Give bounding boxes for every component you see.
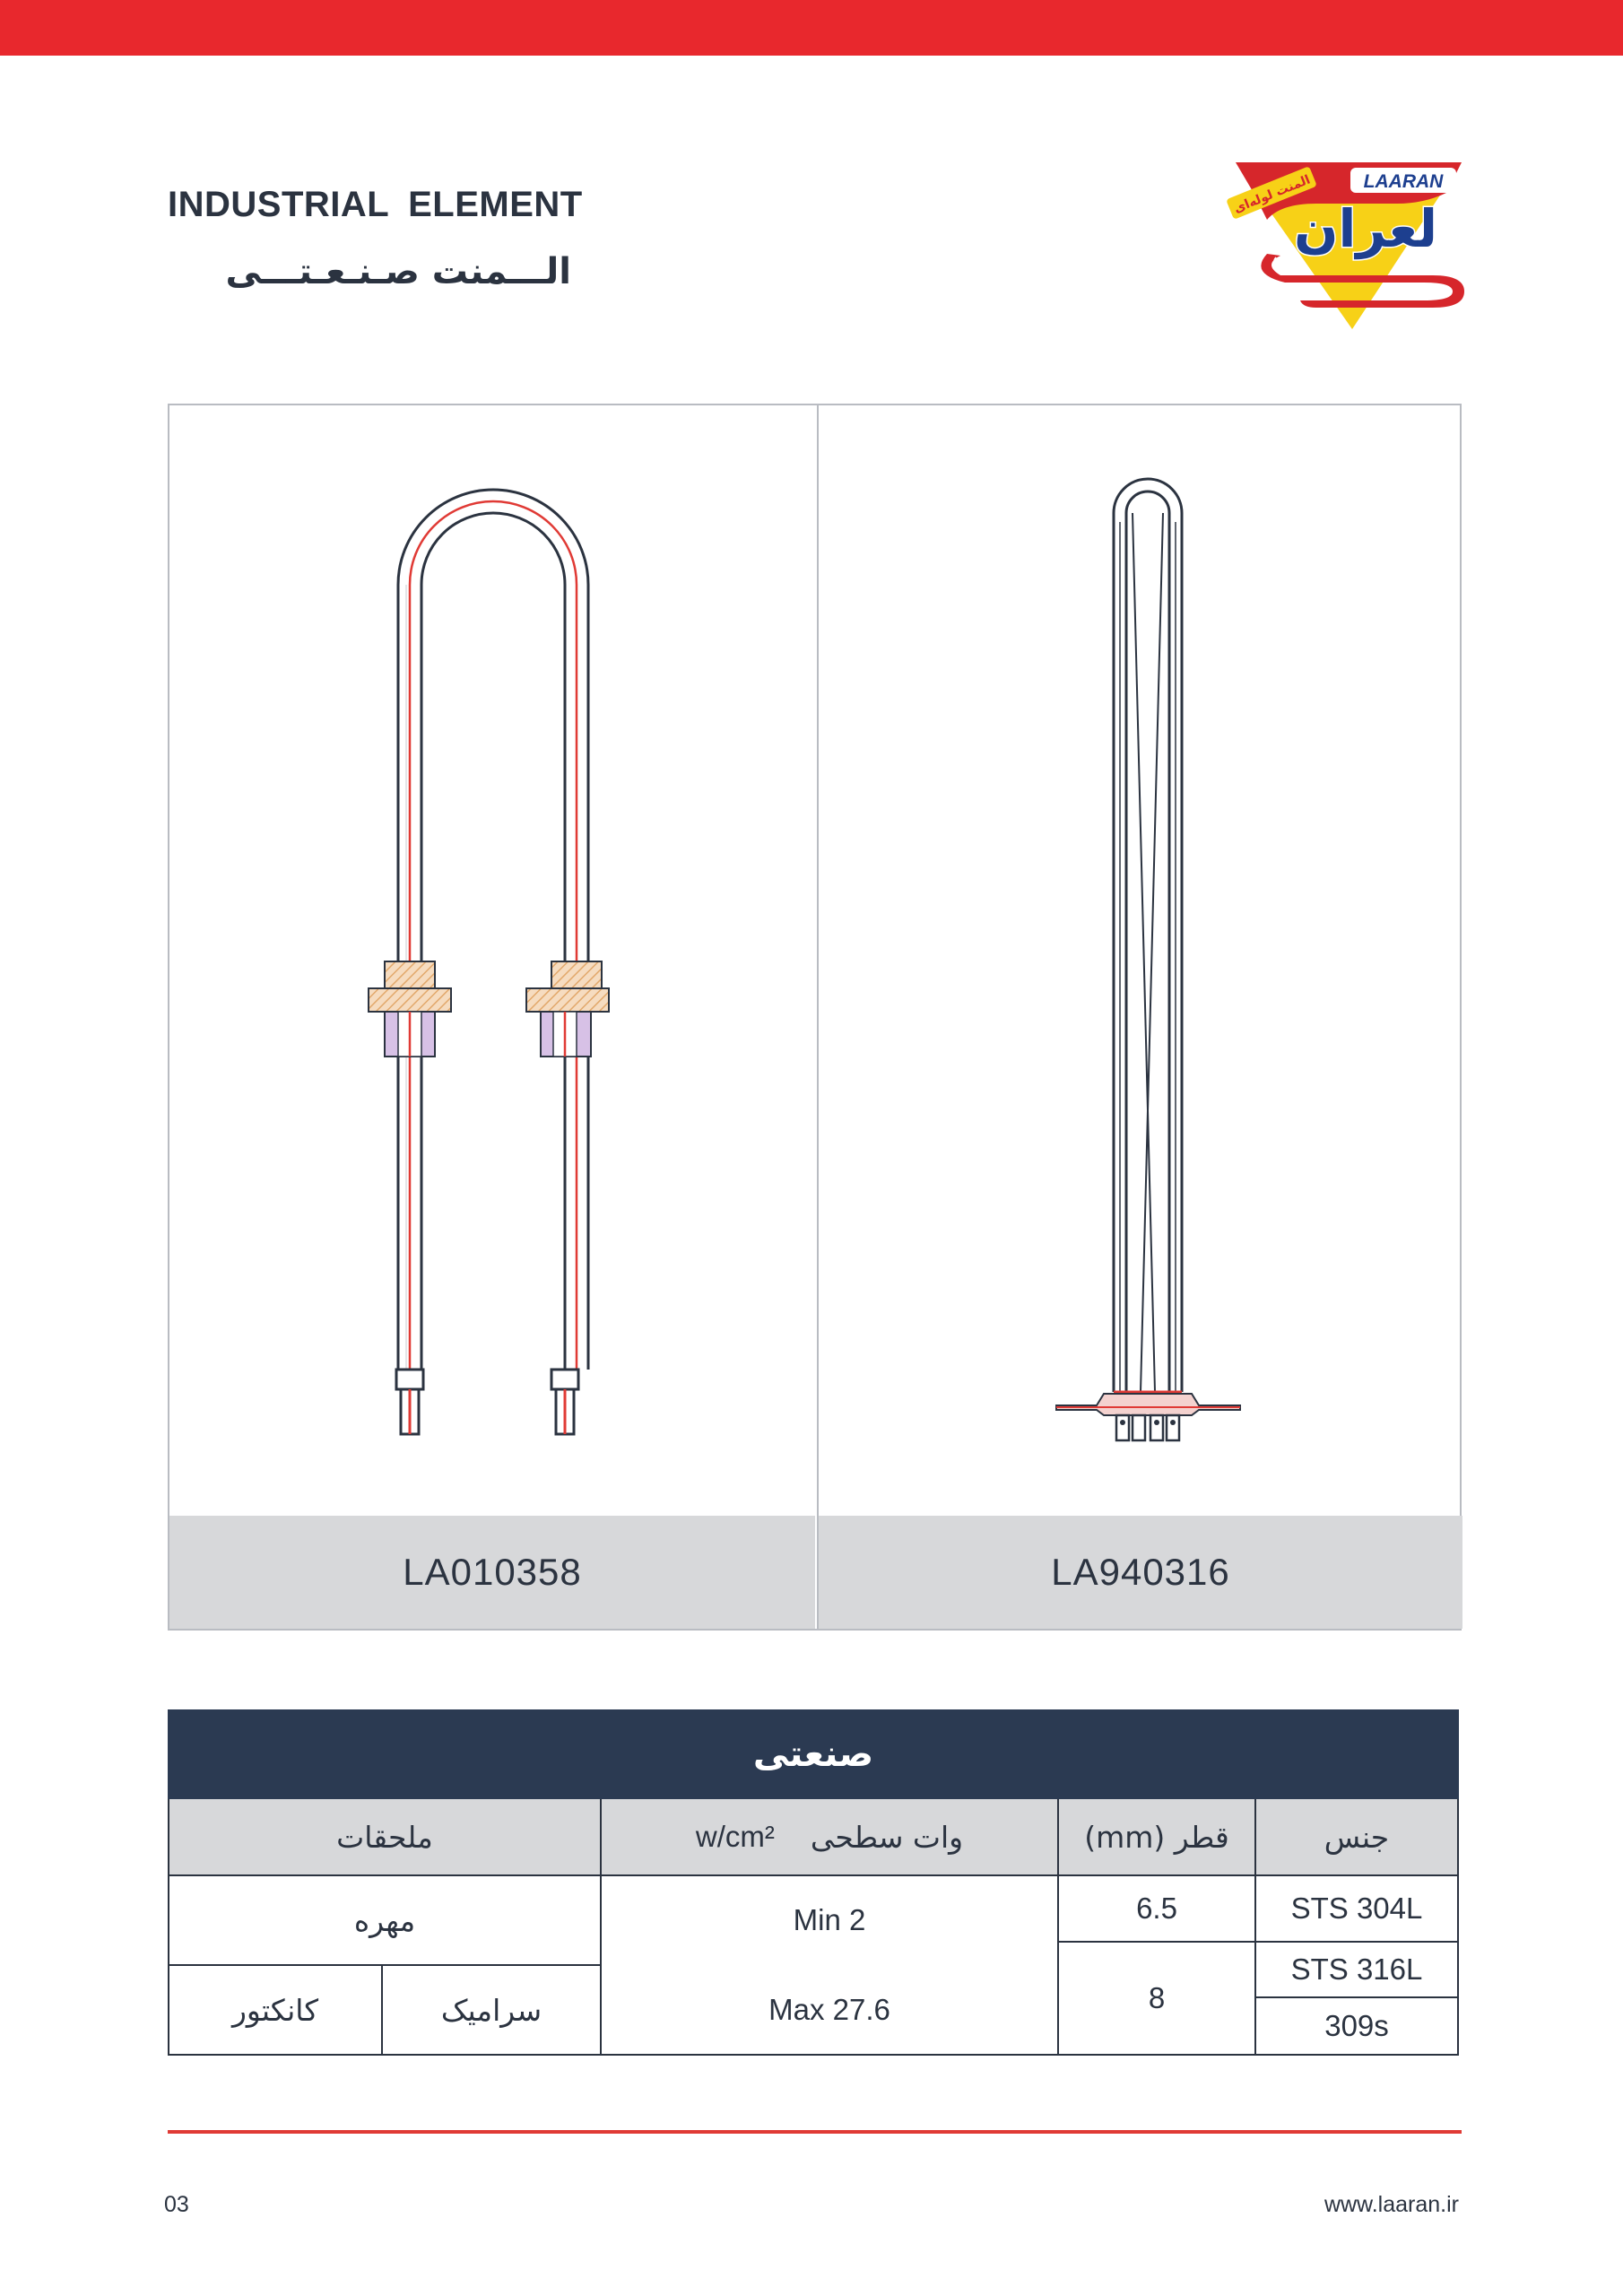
spec-table-title: صنعتی (168, 1709, 1459, 1799)
material-value: 309s (1324, 2009, 1389, 2042)
table-divider (1057, 1941, 1457, 1943)
surface-watt-header: وات سطحی (810, 1819, 964, 1855)
product-code: LA940316 (819, 1516, 1462, 1629)
spec-table (168, 1709, 1459, 2056)
page-number: 03 (164, 2192, 189, 2217)
accessory-nut: مهره (353, 1902, 416, 1938)
accessory-ceramic: سرامیک (440, 1992, 542, 2028)
table-divider (169, 1874, 1457, 1876)
table-divider (169, 1964, 600, 1966)
product-code: LA010358 (169, 1516, 815, 1629)
material-header: جنس (1324, 1819, 1390, 1855)
diameter-value: 6.5 (1136, 1892, 1177, 1925)
svg-text:لعران: لعران (1294, 198, 1437, 259)
diameter-header: قطر (mm) (1084, 1819, 1229, 1855)
product-card (169, 405, 815, 1629)
surface-watt-unit: w/cm² (695, 1820, 775, 1853)
spec-header-cell (169, 1799, 600, 1874)
website-link[interactable]: www.laaran.ir (1324, 2192, 1459, 2217)
laaran-logo (1218, 157, 1469, 336)
table-divider (1254, 1996, 1457, 1998)
material-value: STS 304L (1290, 1892, 1423, 1925)
spec-header-cell (1256, 1799, 1457, 1874)
hairpin-element-drawing (819, 405, 1464, 1516)
svg-text:المنت لوله‌ای: المنت لوله‌ای (1231, 172, 1313, 217)
spec-table-body (168, 1799, 1459, 2056)
spec-header-cell (1059, 1799, 1254, 1874)
material-value: STS 316L (1290, 1952, 1423, 1986)
table-divider (1254, 1799, 1256, 2054)
surface-watt-min: Min 2 (793, 1903, 866, 1936)
product-card (817, 405, 1462, 1629)
table-divider (600, 1799, 602, 2054)
page-title-persian: الـــمنت صـنـعـتـــی (225, 251, 571, 292)
accessories-header: ملحقات (336, 1819, 433, 1855)
diameter-value: 8 (1148, 1981, 1166, 2014)
top-accent-bar (0, 0, 1623, 56)
page-title-english: INDUSTRIAL ELEMENT (168, 185, 583, 224)
surface-watt-max: Max 27.6 (768, 1993, 890, 2026)
product-grid (168, 404, 1462, 1631)
u-element-drawing (169, 405, 815, 1516)
spec-header-cell (602, 1799, 1057, 1874)
accessory-connector: کانکتور (231, 1992, 319, 2028)
svg-text:LAARAN: LAARAN (1363, 171, 1444, 192)
table-divider (1057, 1799, 1059, 2054)
table-divider (381, 1966, 383, 2054)
footer-divider (168, 2130, 1462, 2134)
